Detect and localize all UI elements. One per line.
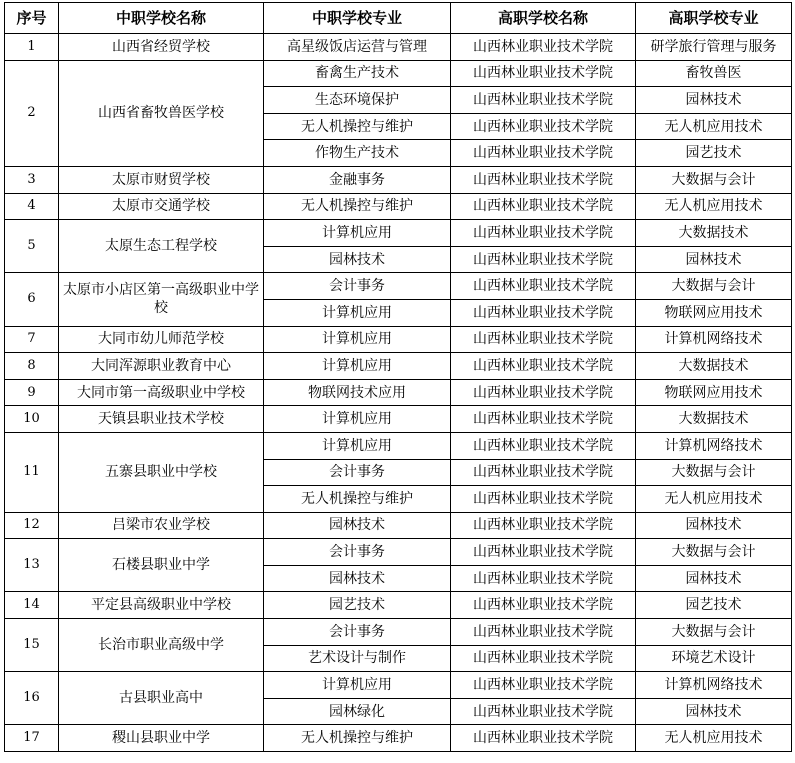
table-row [5,592,792,619]
secondary-major-cell: 会计事务 [264,459,451,486]
seq-cell: 3 [5,166,59,193]
table-body [5,34,792,752]
higher-major-cell: 无人机应用技术 [636,193,792,220]
secondary-school-cell: 五寨县职业中学校 [59,432,264,512]
higher-school-cell: 山西林业职业技术学院 [451,432,636,459]
seq-cell: 13 [5,539,59,592]
higher-school-cell: 山西林业职业技术学院 [451,220,636,247]
higher-major-cell: 园林技术 [636,512,792,539]
higher-school-cell: 山西林业职业技术学院 [451,353,636,380]
secondary-school-cell: 平定县高级职业中学校 [59,592,264,619]
seq-cell: 12 [5,512,59,539]
seq-cell: 14 [5,592,59,619]
secondary-school-cell: 天镇县职业技术学校 [59,406,264,433]
seq-cell: 15 [5,619,59,672]
secondary-school-cell: 石楼县职业中学 [59,539,264,592]
secondary-school-cell: 吕梁市农业学校 [59,512,264,539]
header-secondary-major: 中职学校专业 [264,3,451,34]
seq-cell: 9 [5,379,59,406]
higher-major-cell: 大数据与会计 [636,539,792,566]
higher-school-cell: 山西林业职业技术学院 [451,140,636,167]
header-seq: 序号 [5,3,59,34]
secondary-school-cell: 山西省经贸学校 [59,34,264,61]
higher-major-cell: 大数据与会计 [636,459,792,486]
higher-major-cell: 大数据与会计 [636,619,792,646]
higher-school-cell: 山西林业职业技术学院 [451,273,636,300]
higher-major-cell: 无人机应用技术 [636,486,792,513]
secondary-major-cell: 艺术设计与制作 [264,645,451,672]
table-row [5,379,792,406]
higher-major-cell: 大数据技术 [636,353,792,380]
secondary-major-cell: 计算机应用 [264,353,451,380]
secondary-major-cell: 会计事务 [264,539,451,566]
seq-cell: 8 [5,353,59,380]
secondary-major-cell: 园林技术 [264,512,451,539]
higher-school-cell: 山西林业职业技术学院 [451,246,636,273]
header-secondary-school: 中职学校名称 [59,3,264,34]
higher-school-cell: 山西林业职业技术学院 [451,379,636,406]
secondary-school-cell: 古县职业高中 [59,672,264,725]
secondary-school-cell: 太原市交通学校 [59,193,264,220]
higher-major-cell: 计算机网络技术 [636,432,792,459]
secondary-school-cell: 大同市第一高级职业中学校 [59,379,264,406]
secondary-major-cell: 计算机应用 [264,220,451,247]
seq-cell: 17 [5,725,59,752]
higher-major-cell: 物联网应用技术 [636,379,792,406]
higher-school-cell: 山西林业职业技术学院 [451,459,636,486]
secondary-major-cell: 园林技术 [264,565,451,592]
table-row [5,166,792,193]
higher-major-cell: 畜牧兽医 [636,60,792,87]
seq-cell: 4 [5,193,59,220]
higher-school-cell: 山西林业职业技术学院 [451,725,636,752]
secondary-major-cell: 园艺技术 [264,592,451,619]
higher-school-cell: 山西林业职业技术学院 [451,512,636,539]
higher-school-cell: 山西林业职业技术学院 [451,326,636,353]
higher-school-cell: 山西林业职业技术学院 [451,592,636,619]
secondary-major-cell: 计算机应用 [264,299,451,326]
secondary-major-cell: 作物生产技术 [264,140,451,167]
secondary-major-cell: 计算机应用 [264,406,451,433]
seq-cell: 10 [5,406,59,433]
higher-school-cell: 山西林业职业技术学院 [451,645,636,672]
higher-major-cell: 园艺技术 [636,140,792,167]
table-row [5,725,792,752]
higher-major-cell: 计算机网络技术 [636,672,792,699]
seq-cell: 1 [5,34,59,61]
higher-major-cell: 大数据技术 [636,406,792,433]
table-row [5,432,792,459]
secondary-major-cell: 无人机操控与维护 [264,486,451,513]
higher-major-cell: 无人机应用技术 [636,725,792,752]
table-row [5,672,792,699]
secondary-major-cell: 畜禽生产技术 [264,60,451,87]
secondary-school-cell: 大同市幼儿师范学校 [59,326,264,353]
secondary-major-cell: 计算机应用 [264,326,451,353]
secondary-major-cell: 园林绿化 [264,698,451,725]
table-row [5,539,792,566]
secondary-major-cell: 生态环境保护 [264,87,451,114]
table-row [5,353,792,380]
higher-major-cell: 园林技术 [636,698,792,725]
higher-school-cell: 山西林业职业技术学院 [451,113,636,140]
higher-school-cell: 山西林业职业技术学院 [451,698,636,725]
higher-school-cell: 山西林业职业技术学院 [451,672,636,699]
higher-school-cell: 山西林业职业技术学院 [451,406,636,433]
header-row [5,3,792,34]
school-major-table [4,2,792,752]
seq-cell: 5 [5,220,59,273]
secondary-school-cell: 太原市小店区第一高级职业中学校 [59,273,264,326]
table-row [5,193,792,220]
seq-cell: 16 [5,672,59,725]
secondary-school-cell: 长治市职业高级中学 [59,619,264,672]
higher-school-cell: 山西林业职业技术学院 [451,539,636,566]
higher-major-cell: 园林技术 [636,565,792,592]
secondary-school-cell: 稷山县职业中学 [59,725,264,752]
secondary-major-cell: 无人机操控与维护 [264,113,451,140]
seq-cell: 2 [5,60,59,166]
table-row [5,60,792,87]
secondary-major-cell: 园林技术 [264,246,451,273]
higher-major-cell: 无人机应用技术 [636,113,792,140]
higher-major-cell: 计算机网络技术 [636,326,792,353]
higher-school-cell: 山西林业职业技术学院 [451,565,636,592]
higher-major-cell: 物联网应用技术 [636,299,792,326]
higher-major-cell: 大数据技术 [636,220,792,247]
higher-school-cell: 山西林业职业技术学院 [451,166,636,193]
higher-major-cell: 大数据与会计 [636,273,792,300]
header-higher-major: 高职学校专业 [636,3,792,34]
seq-cell: 6 [5,273,59,326]
higher-school-cell: 山西林业职业技术学院 [451,87,636,114]
table-row [5,273,792,300]
table-row [5,512,792,539]
table-row [5,326,792,353]
higher-major-cell: 研学旅行管理与服务 [636,34,792,61]
higher-major-cell: 园艺技术 [636,592,792,619]
seq-cell: 7 [5,326,59,353]
secondary-major-cell: 物联网技术应用 [264,379,451,406]
secondary-school-cell: 太原生态工程学校 [59,220,264,273]
secondary-major-cell: 无人机操控与维护 [264,193,451,220]
table-row [5,220,792,247]
secondary-school-cell: 太原市财贸学校 [59,166,264,193]
secondary-major-cell: 计算机应用 [264,672,451,699]
higher-major-cell: 环境艺术设计 [636,645,792,672]
secondary-school-cell: 山西省畜牧兽医学校 [59,60,264,166]
secondary-major-cell: 会计事务 [264,619,451,646]
secondary-major-cell: 计算机应用 [264,432,451,459]
secondary-major-cell: 金融事务 [264,166,451,193]
higher-major-cell: 园林技术 [636,246,792,273]
table-row [5,34,792,61]
secondary-major-cell: 无人机操控与维护 [264,725,451,752]
higher-major-cell: 大数据与会计 [636,166,792,193]
table-row [5,619,792,646]
higher-major-cell: 园林技术 [636,87,792,114]
seq-cell: 11 [5,432,59,512]
header-higher-school: 高职学校名称 [451,3,636,34]
table-row [5,406,792,433]
higher-school-cell: 山西林业职业技术学院 [451,486,636,513]
higher-school-cell: 山西林业职业技术学院 [451,60,636,87]
higher-school-cell: 山西林业职业技术学院 [451,299,636,326]
secondary-school-cell: 大同浑源职业教育中心 [59,353,264,380]
higher-school-cell: 山西林业职业技术学院 [451,193,636,220]
higher-school-cell: 山西林业职业技术学院 [451,619,636,646]
higher-school-cell: 山西林业职业技术学院 [451,34,636,61]
secondary-major-cell: 会计事务 [264,273,451,300]
secondary-major-cell: 高星级饭店运营与管理 [264,34,451,61]
